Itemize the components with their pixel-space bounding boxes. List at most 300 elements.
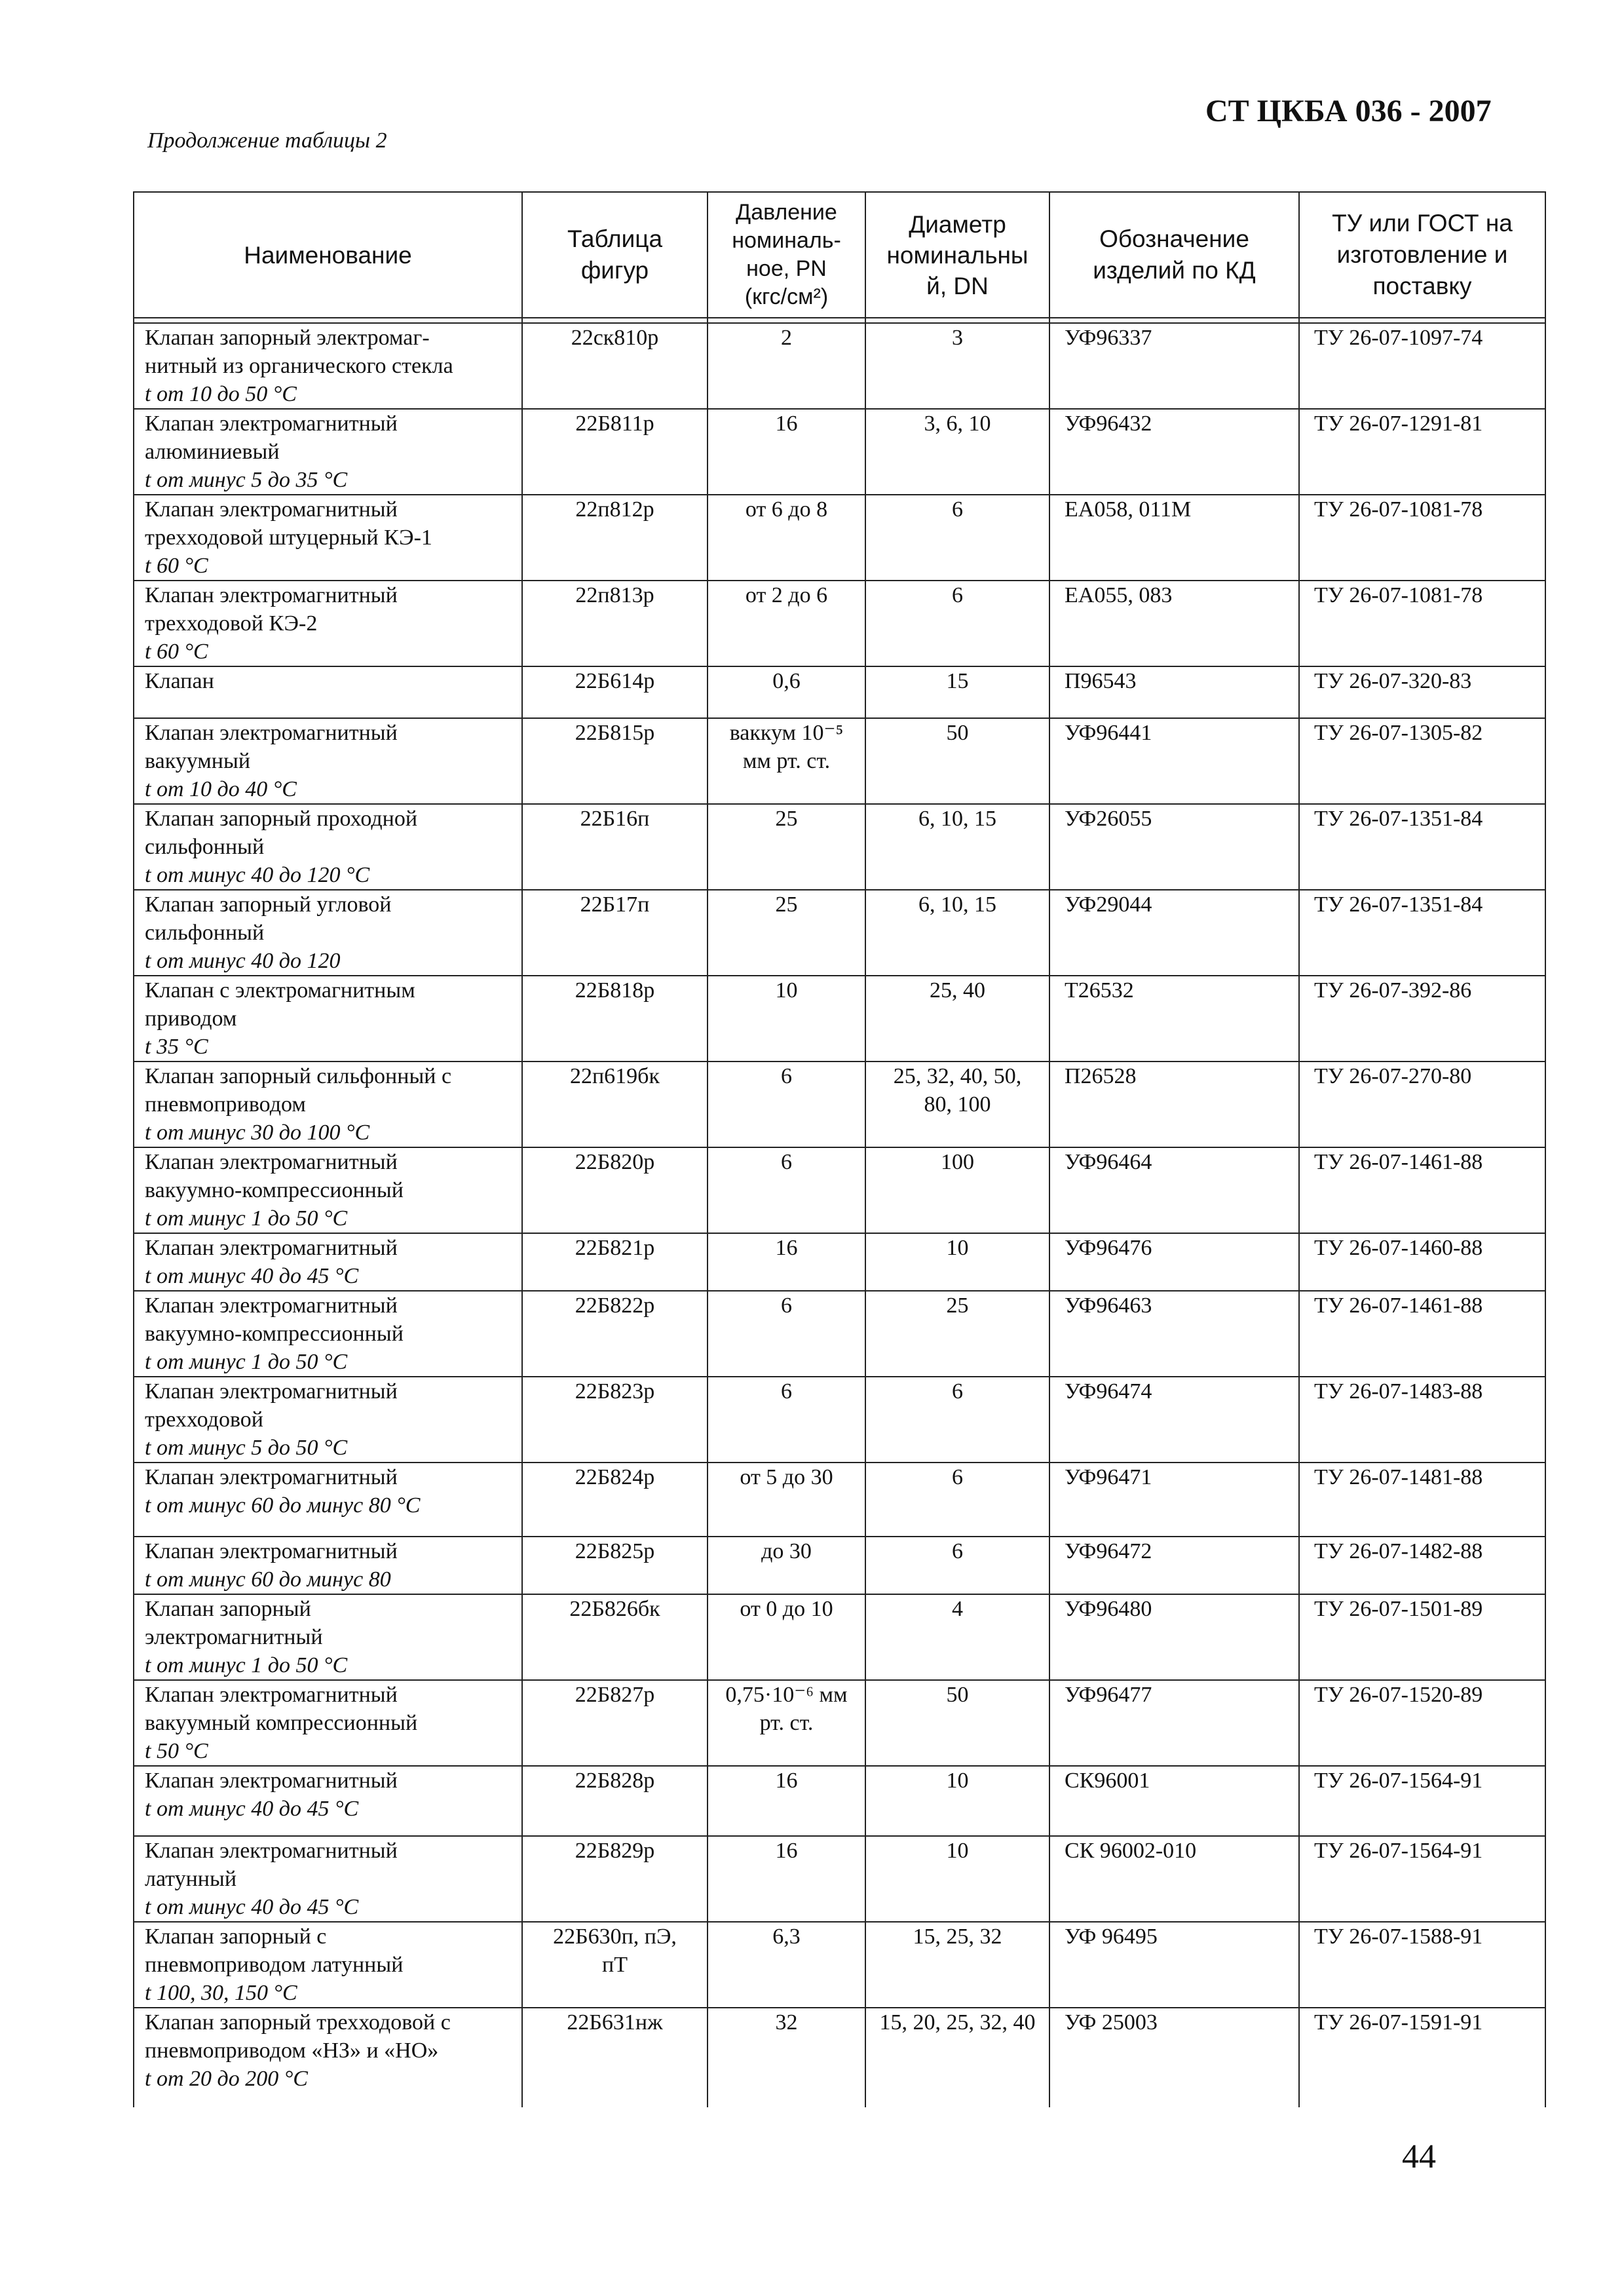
- cell-pressure: [708, 1537, 865, 1594]
- cell-figure: [522, 718, 708, 804]
- cell-figure: [522, 1766, 708, 1836]
- cell-diameter: [865, 1291, 1049, 1377]
- cell-diameter: [865, 1377, 1049, 1463]
- cell-pressure-text: 32: [775, 2010, 798, 2035]
- cell-tu-text: ТУ 26-07-1351-84: [1314, 892, 1483, 917]
- cell-name: [134, 1836, 522, 1922]
- cell-pressure-text: 6: [781, 1064, 792, 1088]
- cell-figure: [522, 976, 708, 1062]
- cell-designation-text: УФ96463: [1065, 1293, 1152, 1318]
- cell-tu-text: ТУ 26-07-1351-84: [1314, 807, 1483, 831]
- cell-diameter: [865, 718, 1049, 804]
- header-rule-cell: [1299, 318, 1545, 323]
- cell-tu: [1299, 1766, 1545, 1836]
- table-row: [134, 1377, 1545, 1463]
- cell-figure-text: 22Б821р: [575, 1236, 655, 1260]
- temperature-range: t от минус 40 до 120 °С: [145, 863, 370, 887]
- cell-figure: [522, 804, 708, 890]
- temperature-range: t от минус 5 до 50 °С: [145, 1436, 348, 1460]
- table-row: [134, 1680, 1545, 1766]
- cell-pressure-text: 6: [781, 1379, 792, 1404]
- product-name: Клапан запорный трехходовой с пневмоприводом «НЗ» и «НО»: [145, 2010, 451, 2063]
- cell-designation-text: УФ96474: [1065, 1379, 1152, 1404]
- table-row: [134, 1291, 1545, 1377]
- cell-tu-text: ТУ 26-07-1564-91: [1314, 1769, 1483, 1793]
- cell-diameter-text: 6: [952, 1539, 963, 1563]
- cell-pressure: [708, 1836, 865, 1922]
- cell-figure-text: 22Б820р: [575, 1150, 655, 1174]
- temperature-range: t 60 °С: [145, 554, 208, 578]
- temperature-range: t 35 °С: [145, 1035, 208, 1059]
- cell-tu-text: ТУ 26-07-1460-88: [1314, 1236, 1483, 1260]
- cell-designation: [1049, 1922, 1299, 2008]
- cell-tu-text: ТУ 26-07-1481-88: [1314, 1465, 1483, 1489]
- table-row: [134, 409, 1545, 495]
- table-row: [134, 1147, 1545, 1233]
- cell-pressure-text: от 2 до 6: [745, 583, 828, 607]
- cell-designation-text: УФ96337: [1065, 326, 1152, 350]
- cell-figure: [522, 495, 708, 581]
- cell-designation: [1049, 976, 1299, 1062]
- cell-pressure: [708, 495, 865, 581]
- cell-tu-text: ТУ 26-07-1461-88: [1314, 1150, 1483, 1174]
- cell-tu: [1299, 409, 1545, 495]
- cell-diameter-text: 3: [952, 326, 963, 350]
- cell-tu-text: ТУ 26-07-1081-78: [1314, 583, 1483, 607]
- cell-diameter: [865, 409, 1049, 495]
- cell-diameter: [865, 1537, 1049, 1594]
- column-header-pressure-text: Давление номиналь-ное, PN (кгс/см²): [732, 200, 841, 309]
- cell-pressure-text: 10: [775, 978, 798, 1003]
- table-row: [134, 1922, 1545, 2008]
- table-row: [134, 666, 1545, 718]
- table-row: [134, 890, 1545, 976]
- cell-diameter: [865, 890, 1049, 976]
- document-code: СТ ЦКБА 036 - 2007: [1205, 94, 1492, 128]
- cell-figure-text: 22Б630п, пЭ, пТ: [553, 1924, 677, 1977]
- cell-designation-text: УФ 25003: [1065, 2010, 1158, 2035]
- cell-name: [134, 718, 522, 804]
- cell-diameter-text: 3, 6, 10: [924, 411, 991, 436]
- table-row: [134, 1836, 1545, 1922]
- cell-tu: [1299, 1377, 1545, 1463]
- cell-name: [134, 495, 522, 581]
- table-continuation-caption: Продолжение таблицы 2: [147, 128, 387, 153]
- cell-tu-text: ТУ 26-07-1591-91: [1314, 2010, 1483, 2035]
- cell-designation: [1049, 890, 1299, 976]
- cell-designation: [1049, 1377, 1299, 1463]
- temperature-range: t 100, 30, 150 °С: [145, 1981, 297, 2005]
- cell-pressure-text: 2: [781, 326, 792, 350]
- column-header-diameter-text: Диаметр номинальны й, DN: [886, 210, 1029, 299]
- cell-diameter-text: 6: [952, 583, 963, 607]
- cell-pressure-text: от 0 до 10: [740, 1597, 833, 1621]
- cell-tu-text: ТУ 26-07-1564-91: [1314, 1839, 1483, 1863]
- cell-figure-text: 22Б631нж: [567, 2010, 663, 2035]
- cell-pressure: [708, 1680, 865, 1766]
- cell-designation: [1049, 666, 1299, 718]
- cell-designation: [1049, 2008, 1299, 2107]
- product-name: Клапан электромагнитный трехходовой штуцерный КЭ-1: [145, 497, 432, 550]
- cell-pressure: [708, 1233, 865, 1291]
- cell-diameter: [865, 1836, 1049, 1922]
- cell-designation-text: УФ96476: [1065, 1236, 1152, 1260]
- cell-pressure: [708, 1291, 865, 1377]
- table-row: [134, 1233, 1545, 1291]
- cell-diameter: [865, 495, 1049, 581]
- table-row: [134, 1062, 1545, 1147]
- cell-designation: [1049, 1537, 1299, 1594]
- cell-figure: [522, 1680, 708, 1766]
- cell-figure: [522, 1594, 708, 1680]
- product-name: Клапан запорный угловой сильфонный: [145, 892, 392, 945]
- cell-tu: [1299, 495, 1545, 581]
- cell-figure-text: 22п812р: [575, 497, 654, 522]
- product-name: Клапан электромагнитный вакуумно-компрессионный: [145, 1293, 404, 1346]
- cell-figure: [522, 409, 708, 495]
- cell-name: [134, 1377, 522, 1463]
- cell-tu-text: ТУ 26-07-1291-81: [1314, 411, 1483, 436]
- header-rule-cell: [522, 318, 708, 323]
- cell-pressure: [708, 1062, 865, 1147]
- cell-designation-text: ЕА058, 011М: [1065, 497, 1192, 522]
- product-name: Клапан электромагнитный трехходовой: [145, 1379, 398, 1432]
- cell-diameter-text: 6: [952, 497, 963, 522]
- cell-tu-text: ТУ 26-07-1520-89: [1314, 1683, 1483, 1707]
- cell-diameter: [865, 1680, 1049, 1766]
- cell-tu: [1299, 1291, 1545, 1377]
- table-header-row: [134, 192, 1545, 318]
- cell-name: [134, 1766, 522, 1836]
- product-name: Клапан запорный электромаг- нитный из органического стекла: [145, 326, 453, 378]
- cell-diameter-text: 25, 40: [930, 978, 985, 1003]
- cell-designation-text: П96543: [1065, 669, 1137, 693]
- temperature-range: t от минус 1 до 50 °С: [145, 1653, 348, 1677]
- header-rule-cell: [708, 318, 865, 323]
- cell-designation-text: УФ96432: [1065, 411, 1152, 436]
- column-header-pressure: [708, 192, 865, 318]
- cell-diameter-text: 15, 20, 25, 32, 40: [879, 2010, 1036, 2035]
- cell-figure-text: 22Б824р: [575, 1465, 655, 1489]
- cell-pressure-text: 16: [775, 411, 798, 436]
- cell-name: [134, 1147, 522, 1233]
- cell-tu-text: ТУ 26-07-392-86: [1314, 978, 1472, 1003]
- cell-designation: [1049, 1594, 1299, 1680]
- cell-tu: [1299, 976, 1545, 1062]
- cell-diameter: [865, 1147, 1049, 1233]
- cell-designation: [1049, 1680, 1299, 1766]
- temperature-range: t от минус 40 до 120: [145, 949, 341, 973]
- cell-pressure: [708, 1594, 865, 1680]
- table-row: [134, 1766, 1545, 1836]
- cell-name: [134, 1537, 522, 1594]
- cell-diameter: [865, 2008, 1049, 2107]
- cell-name: [134, 323, 522, 409]
- cell-designation: [1049, 409, 1299, 495]
- cell-figure: [522, 890, 708, 976]
- cell-figure: [522, 1922, 708, 2008]
- cell-tu: [1299, 890, 1545, 976]
- cell-pressure-text: 16: [775, 1839, 798, 1863]
- cell-pressure: [708, 976, 865, 1062]
- column-header-designation: [1049, 192, 1299, 318]
- cell-designation: [1049, 1233, 1299, 1291]
- header-rule-cell: [1049, 318, 1299, 323]
- cell-designation: [1049, 1062, 1299, 1147]
- cell-tu: [1299, 581, 1545, 666]
- cell-tu-text: ТУ 26-07-1483-88: [1314, 1379, 1483, 1404]
- temperature-range: t от минус 1 до 50 °С: [145, 1350, 348, 1374]
- cell-designation: [1049, 495, 1299, 581]
- product-name: Клапан электромагнитный: [145, 1465, 398, 1489]
- cell-pressure-text: 0,6: [772, 669, 801, 693]
- cell-figure-text: 22Б827р: [575, 1683, 655, 1707]
- cell-figure: [522, 1836, 708, 1922]
- cell-pressure-text: 6,3: [772, 1924, 801, 1949]
- cell-designation-text: УФ 96495: [1065, 1924, 1158, 1949]
- cell-designation: [1049, 1147, 1299, 1233]
- temperature-range: t от минус 30 до 100 °С: [145, 1120, 370, 1145]
- cell-figure-text: 22Б825р: [575, 1539, 655, 1563]
- cell-designation: [1049, 804, 1299, 890]
- cell-pressure: [708, 323, 865, 409]
- temperature-range: t от минус 60 до минус 80: [145, 1567, 391, 1592]
- cell-diameter-text: 50: [946, 721, 969, 745]
- cell-pressure: [708, 1922, 865, 2008]
- cell-figure-text: 22Б826бк: [569, 1597, 660, 1621]
- cell-name: [134, 1594, 522, 1680]
- cell-diameter: [865, 1233, 1049, 1291]
- column-header-designation-text: Обозначение изделий по КД: [1093, 225, 1256, 284]
- cell-designation-text: УФ96472: [1065, 1539, 1152, 1563]
- temperature-range: t от минус 40 до 45 °С: [145, 1264, 359, 1288]
- cell-diameter: [865, 323, 1049, 409]
- cell-pressure: [708, 2008, 865, 2107]
- cell-diameter-text: 50: [946, 1683, 969, 1707]
- cell-tu: [1299, 1062, 1545, 1147]
- column-header-tu-gost-text: ТУ или ГОСТ на изготовление и поставку: [1332, 210, 1513, 299]
- header-double-rule: [134, 318, 1545, 323]
- cell-tu: [1299, 666, 1545, 718]
- cell-name: [134, 409, 522, 495]
- cell-pressure: [708, 409, 865, 495]
- cell-tu-text: ТУ 26-07-1482-88: [1314, 1539, 1483, 1563]
- cell-pressure-text: 6: [781, 1293, 792, 1318]
- cell-figure-text: 22Б811р: [575, 411, 654, 436]
- cell-designation-text: УФ96464: [1065, 1150, 1152, 1174]
- product-name: Клапан электромагнитный вакуумный: [145, 721, 398, 773]
- cell-tu: [1299, 1233, 1545, 1291]
- cell-pressure-text: 0,75·10⁻⁶ мм рт. ст.: [725, 1683, 848, 1735]
- cell-diameter-text: 10: [946, 1839, 969, 1863]
- cell-name: [134, 1291, 522, 1377]
- cell-tu-text: ТУ 26-07-1097-74: [1314, 326, 1483, 350]
- cell-designation: [1049, 1766, 1299, 1836]
- cell-figure-text: 22Б818р: [575, 978, 655, 1003]
- cell-designation: [1049, 1836, 1299, 1922]
- cell-tu: [1299, 1147, 1545, 1233]
- cell-figure: [522, 1147, 708, 1233]
- cell-diameter: [865, 1062, 1049, 1147]
- cell-figure: [522, 1291, 708, 1377]
- cell-pressure: [708, 581, 865, 666]
- cell-diameter: [865, 581, 1049, 666]
- table-row: [134, 1463, 1545, 1537]
- temperature-range: t от 10 до 40 °С: [145, 777, 297, 801]
- valves-table: [133, 191, 1546, 2107]
- table-row: [134, 581, 1545, 666]
- cell-pressure: [708, 804, 865, 890]
- product-name: Клапан электромагнитный: [145, 1769, 398, 1793]
- cell-figure: [522, 1463, 708, 1537]
- cell-name: [134, 1680, 522, 1766]
- cell-diameter-text: 25: [946, 1293, 969, 1318]
- product-name: Клапан: [145, 669, 214, 693]
- cell-figure-text: 22Б815р: [575, 721, 655, 745]
- cell-pressure-text: 25: [775, 807, 798, 831]
- product-name: Клапан электромагнитный вакуумный компрессионный: [145, 1683, 418, 1735]
- cell-pressure-text: 16: [775, 1236, 798, 1260]
- cell-figure: [522, 1377, 708, 1463]
- cell-pressure-text: от 6 до 8: [745, 497, 828, 522]
- cell-name: [134, 1463, 522, 1537]
- cell-diameter-text: 25, 32, 40, 50, 80, 100: [893, 1064, 1022, 1117]
- product-name: Клапан электромагнитный: [145, 1539, 398, 1563]
- cell-pressure: [708, 1147, 865, 1233]
- cell-figure: [522, 323, 708, 409]
- cell-designation-text: Т26532: [1065, 978, 1134, 1003]
- cell-figure-text: 22Б828р: [575, 1769, 655, 1793]
- cell-diameter-text: 6, 10, 15: [918, 892, 996, 917]
- cell-tu: [1299, 804, 1545, 890]
- cell-figure: [522, 1233, 708, 1291]
- cell-diameter-text: 15: [946, 669, 969, 693]
- cell-designation: [1049, 323, 1299, 409]
- cell-tu: [1299, 1463, 1545, 1537]
- cell-tu: [1299, 323, 1545, 409]
- cell-name: [134, 890, 522, 976]
- cell-figure-text: 22п813р: [575, 583, 654, 607]
- cell-name: [134, 1922, 522, 2008]
- cell-diameter: [865, 666, 1049, 718]
- cell-tu: [1299, 1680, 1545, 1766]
- cell-tu-text: ТУ 26-07-1305-82: [1314, 721, 1483, 745]
- cell-name: [134, 581, 522, 666]
- cell-tu-text: ТУ 26-07-320-83: [1314, 669, 1472, 693]
- cell-designation-text: СК 96002-010: [1065, 1839, 1197, 1863]
- cell-pressure: [708, 718, 865, 804]
- cell-figure-text: 22п619бк: [569, 1064, 660, 1088]
- cell-diameter: [865, 1463, 1049, 1537]
- table-row: [134, 804, 1545, 890]
- cell-tu-text: ТУ 26-07-1461-88: [1314, 1293, 1483, 1318]
- cell-designation-text: УФ96471: [1065, 1465, 1152, 1489]
- product-name: Клапан электромагнитный вакуумно-компрессионный: [145, 1150, 404, 1202]
- product-name: Клапан электромагнитный трехходовой КЭ-2: [145, 583, 398, 636]
- table-row: [134, 718, 1545, 804]
- cell-diameter-text: 6, 10, 15: [918, 807, 996, 831]
- product-name: Клапан электромагнитный латунный: [145, 1839, 398, 1891]
- cell-pressure: [708, 890, 865, 976]
- cell-tu-text: ТУ 26-07-1081-78: [1314, 497, 1483, 522]
- cell-tu-text: ТУ 26-07-1501-89: [1314, 1597, 1483, 1621]
- column-header-figure-text: Таблица фигур: [567, 225, 663, 284]
- cell-tu: [1299, 718, 1545, 804]
- cell-diameter-text: 10: [946, 1236, 969, 1260]
- cell-designation: [1049, 581, 1299, 666]
- column-header-name: Наименование: [134, 192, 522, 318]
- cell-tu-text: ТУ 26-07-270-80: [1314, 1064, 1472, 1088]
- product-name: Клапан запорный с пневмоприводом латунный: [145, 1924, 404, 1977]
- table-row: [134, 495, 1545, 581]
- cell-figure: [522, 666, 708, 718]
- cell-figure: [522, 1537, 708, 1594]
- cell-figure-text: 22Б16п: [580, 807, 650, 831]
- product-name: Клапан запорный сильфонный с пневмоприводом: [145, 1064, 452, 1117]
- cell-designation: [1049, 718, 1299, 804]
- cell-figure-text: 22Б829р: [575, 1839, 655, 1863]
- table-row: [134, 323, 1545, 409]
- cell-pressure-text: 25: [775, 892, 798, 917]
- cell-designation-text: СК96001: [1065, 1769, 1150, 1793]
- cell-diameter-text: 6: [952, 1465, 963, 1489]
- temperature-range: t от 20 до 200 °С: [145, 2067, 308, 2091]
- cell-designation-text: УФ96480: [1065, 1597, 1152, 1621]
- header-rule-cell: [134, 318, 522, 323]
- cell-pressure: [708, 1463, 865, 1537]
- cell-diameter: [865, 1766, 1049, 1836]
- cell-figure-text: 22Б614р: [575, 669, 655, 693]
- cell-figure: [522, 1062, 708, 1147]
- product-name: Клапан с электромагнитным приводом: [145, 978, 415, 1031]
- cell-figure-text: 22Б823р: [575, 1379, 655, 1404]
- cell-name: [134, 976, 522, 1062]
- header-rule-cell: [865, 318, 1049, 323]
- cell-figure: [522, 581, 708, 666]
- cell-designation-text: УФ26055: [1065, 807, 1152, 831]
- temperature-range: t 50 °С: [145, 1739, 208, 1763]
- cell-name: [134, 1062, 522, 1147]
- table-row: [134, 2008, 1545, 2107]
- cell-tu: [1299, 2008, 1545, 2107]
- cell-designation: [1049, 1291, 1299, 1377]
- cell-diameter: [865, 976, 1049, 1062]
- cell-figure-text: 22Б822р: [575, 1293, 655, 1318]
- product-name: Клапан запорный проходной сильфонный: [145, 807, 418, 859]
- temperature-range: t от минус 1 до 50 °С: [145, 1206, 348, 1231]
- cell-pressure: [708, 666, 865, 718]
- cell-pressure-text: ваккум 10⁻⁵ мм рт. ст.: [729, 721, 844, 773]
- cell-diameter: [865, 1922, 1049, 2008]
- cell-designation-text: УФ96477: [1065, 1683, 1152, 1707]
- temperature-range: t от минус 40 до 45 °С: [145, 1797, 359, 1821]
- cell-tu: [1299, 1594, 1545, 1680]
- cell-designation: [1049, 1463, 1299, 1537]
- cell-name: [134, 666, 522, 718]
- cell-tu: [1299, 1537, 1545, 1594]
- cell-diameter-text: 6: [952, 1379, 963, 1404]
- temperature-range: t от минус 60 до минус 80 °С: [145, 1493, 421, 1518]
- cell-tu-text: ТУ 26-07-1588-91: [1314, 1924, 1483, 1949]
- cell-diameter-text: 4: [952, 1597, 963, 1621]
- product-name: Клапан электромагнитный: [145, 1236, 398, 1260]
- cell-pressure-text: 6: [781, 1150, 792, 1174]
- cell-diameter-text: 15, 25, 32: [913, 1924, 1002, 1949]
- cell-pressure-text: до 30: [761, 1539, 812, 1563]
- cell-tu: [1299, 1836, 1545, 1922]
- cell-name: [134, 804, 522, 890]
- cell-pressure-text: 16: [775, 1769, 798, 1793]
